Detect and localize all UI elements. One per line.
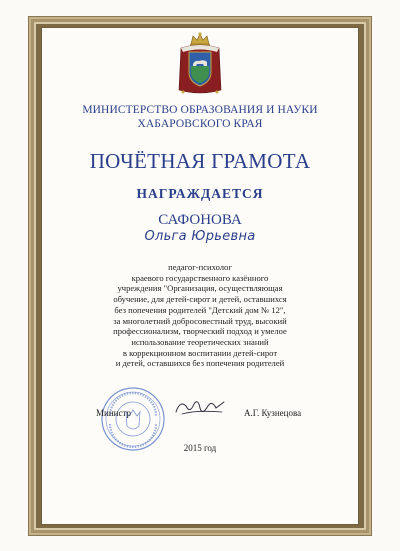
ministry-name-line1: МИНИСТЕРСТВО ОБРАЗОВАНИЯ И НАУКИ (82, 104, 318, 116)
handwritten-signature-icon (172, 394, 228, 420)
citation-line: педагог-психолог (168, 262, 232, 272)
citation-line: обучение, для детей-сирот и детей, оставшихся (113, 294, 287, 305)
certificate-title: ПОЧЁТНАЯ ГРАМОТА (89, 149, 311, 173)
citation-line: краевого государственного казённого (131, 272, 269, 283)
citation-line: в коррекционном воспитании детей-сирот (122, 347, 278, 358)
award-citation (80, 262, 320, 369)
citation-line: без попечения родителей "Детский дом № 12", (114, 304, 286, 315)
ministry-name-line2: ХАБАРОВСКОГО КРАЯ (137, 118, 263, 130)
citation-line: и детей, оставшихся без попечения родителей (115, 358, 285, 369)
signatory-name: А.Г. Кузнецова (244, 408, 302, 418)
recipient-surname: САФОНОВА (158, 212, 242, 228)
citation-line: профессионализм, творческий подход и умелое (113, 326, 287, 337)
certificate-year: 2015 год (183, 443, 217, 453)
coat-of-arms-icon (177, 30, 223, 98)
citation-line: за многолетний добросовестный труд, высокий (113, 315, 287, 326)
citation-line: использование теоретических знаний (131, 336, 269, 347)
recipient-given-names: Ольга Юрьевна (144, 229, 256, 244)
citation-line: учреждения "Организация, осуществляющая (117, 283, 283, 294)
signatory-position: Министр (96, 408, 131, 418)
awarded-label: НАГРАЖДАЕТСЯ (136, 186, 264, 201)
